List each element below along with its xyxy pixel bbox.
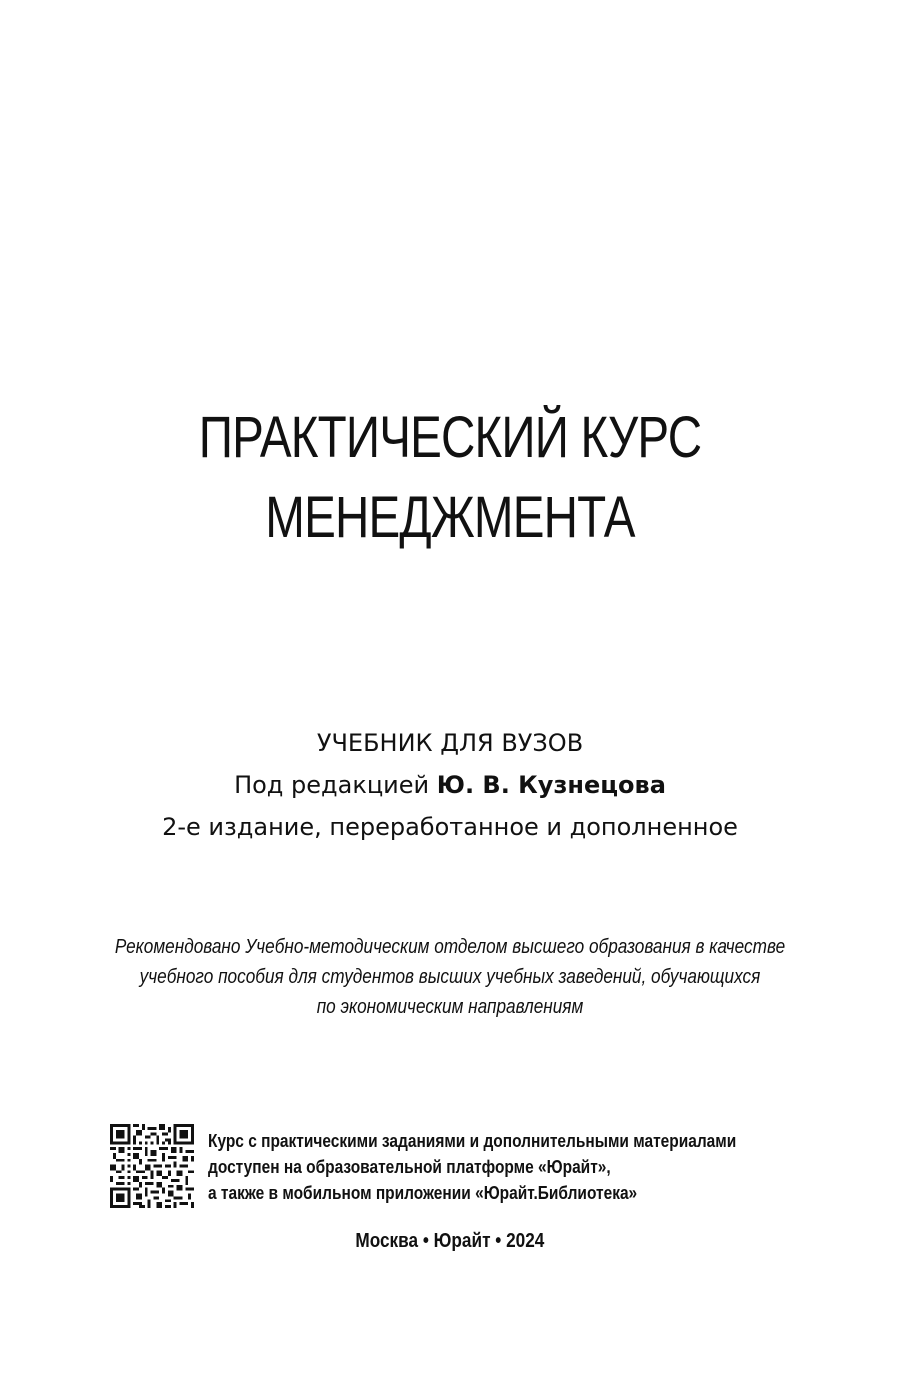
imprint-city: Москва — [355, 1230, 419, 1252]
recommendation-line-1: Рекомендовано Учебно-методическим отделом высшего образования в качестве — [114, 936, 786, 958]
imprint-line — [356, 1226, 545, 1256]
book-title-line-1: ПРАКТИЧЕСКИЙ КУРС — [198, 405, 702, 470]
editor-line — [0, 764, 900, 806]
book-title-line-2: МЕНЕДЖМЕНТА — [265, 485, 635, 550]
course-info-line-2: доступен на образовательной платформе «Юрайт», — [208, 1157, 611, 1177]
subtitle-block — [0, 722, 900, 848]
editor-name: Ю. В. Кузнецова — [436, 771, 666, 799]
recommendation-line-2: учебного пособия для студентов высших учебных заведений, обучающихся — [139, 966, 761, 988]
course-info-line-1: Курс с практическими заданиями и дополнительными материалами — [208, 1131, 737, 1151]
imprint — [0, 1226, 900, 1256]
recommendation-line-3: по экономическим направлениям — [316, 996, 584, 1018]
imprint-publisher: Юрайт — [433, 1230, 491, 1252]
qr-code-icon — [110, 1124, 194, 1208]
editor-prefix: Под редакцией — [234, 771, 430, 799]
imprint-separator: • — [422, 1230, 430, 1252]
imprint-year: 2024 — [506, 1230, 545, 1252]
course-info — [208, 1128, 808, 1206]
book-type: УЧЕБНИК ДЛЯ ВУЗОВ — [316, 729, 584, 757]
recommendation-note — [0, 932, 900, 1022]
book-title — [0, 398, 900, 558]
course-info-line-3: а также в мобильном приложении «Юрайт.Библиотека» — [208, 1183, 638, 1203]
imprint-separator: • — [495, 1230, 502, 1252]
edition-info: 2-е издание, переработанное и дополненное — [162, 813, 738, 841]
